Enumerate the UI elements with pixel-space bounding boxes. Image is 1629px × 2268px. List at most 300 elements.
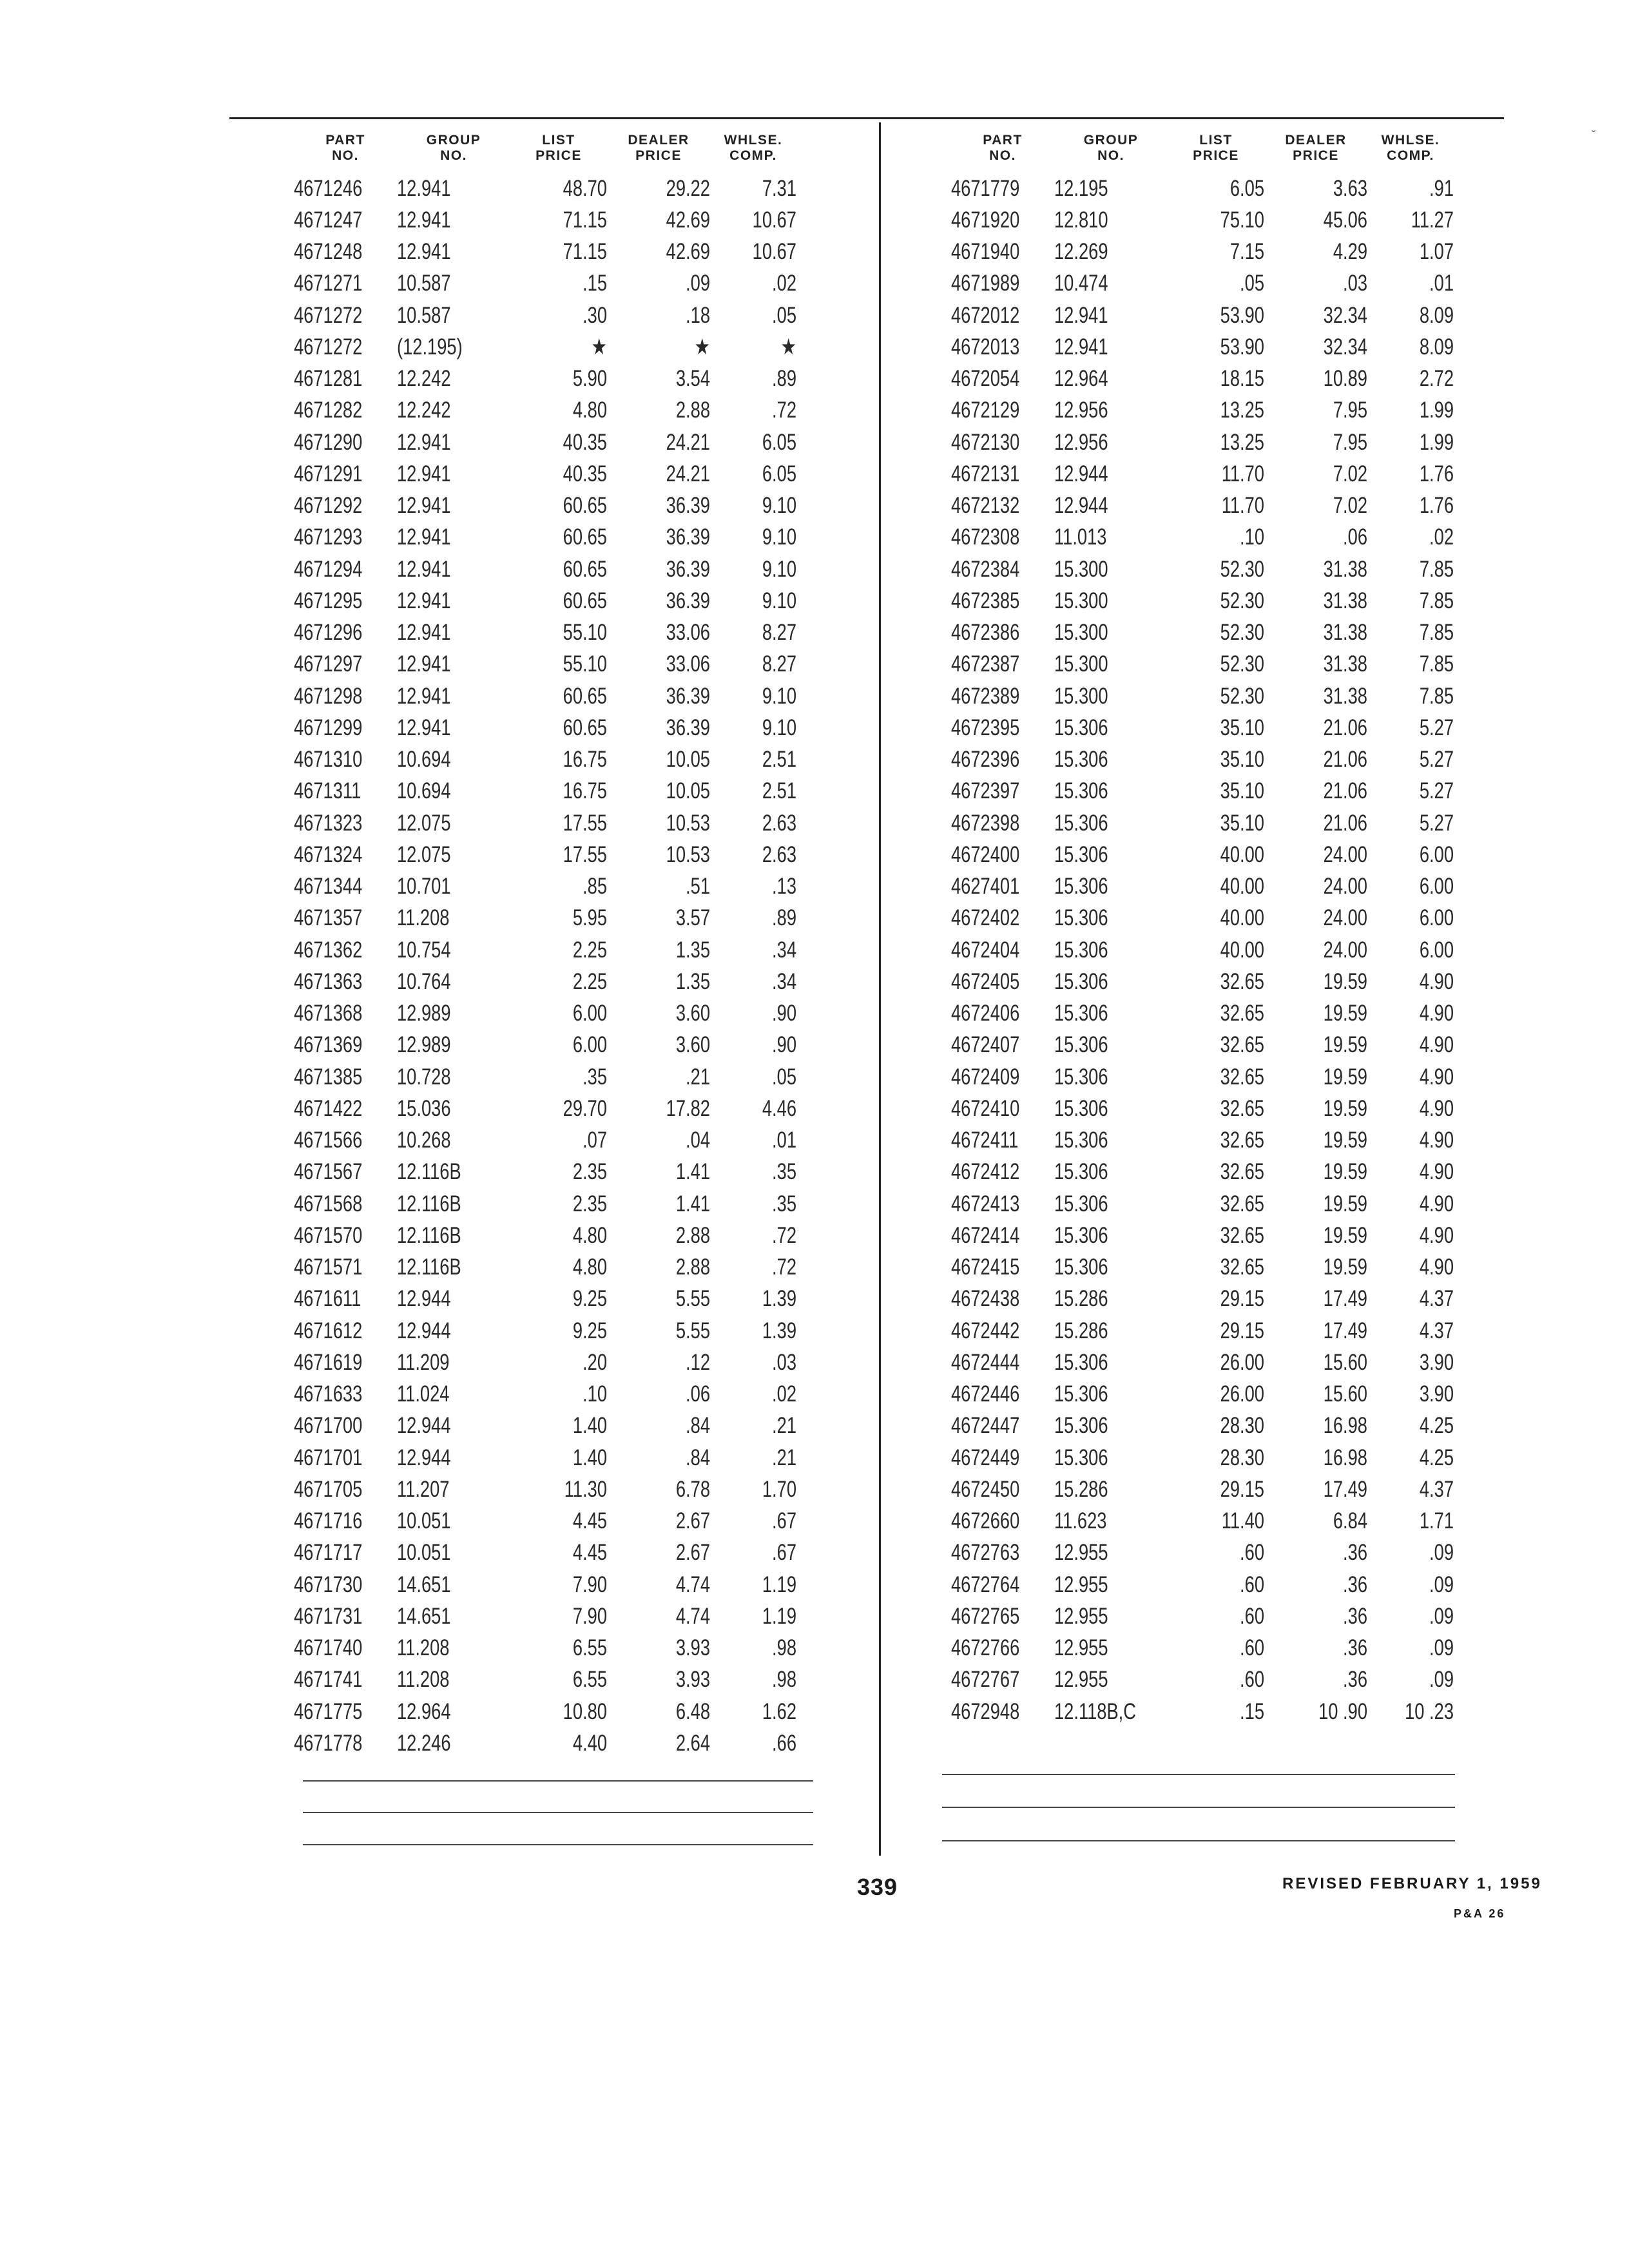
table-row — [294, 649, 796, 680]
whlse-comp-cell: 2.63 — [762, 841, 796, 867]
group-no-cell: 12.941 — [397, 620, 451, 646]
group-no-cell: 12.075 — [397, 810, 451, 836]
part-no-cell: 4671716 — [294, 1508, 363, 1534]
part-no-cell: 4672766 — [951, 1635, 1020, 1661]
group-no-cell: 12.941 — [397, 239, 451, 265]
part-no-cell: 4672444 — [951, 1349, 1020, 1375]
list-price-cell: 28.30 — [1220, 1445, 1264, 1470]
dealer-price-cell: 19.59 — [1323, 1032, 1367, 1058]
list-price-cell: 16.75 — [563, 778, 607, 804]
group-no-cell: 12.941 — [397, 207, 451, 233]
list-price-cell: 6.55 — [572, 1635, 607, 1661]
group-no-cell: 10.051 — [397, 1508, 451, 1534]
dealer-price-cell: 7.02 — [1333, 461, 1367, 486]
whlse-comp-cell: 9.10 — [762, 524, 796, 550]
whlse-comp-cell: 4.90 — [1419, 1095, 1454, 1121]
list-price-cell: .85 — [583, 874, 607, 899]
dealer-price-cell: .36 — [1343, 1667, 1367, 1693]
whlse-comp-cell: .01 — [772, 1128, 796, 1153]
part-no-cell: 4671247 — [294, 207, 363, 233]
header-dealer-price: DEALER PRICE — [1285, 133, 1347, 163]
dealer-price-cell: 7.02 — [1333, 493, 1367, 519]
list-price-cell: 11.30 — [564, 1476, 607, 1502]
group-no-cell: 15.306 — [1054, 1128, 1108, 1153]
list-price-cell: 2.35 — [572, 1191, 607, 1216]
dealer-price-cell: .36 — [1343, 1603, 1367, 1629]
table-row — [294, 1252, 796, 1283]
table-row — [951, 458, 1454, 490]
header-whlse-comp: WHLSE. COMP. — [724, 133, 783, 163]
part-no-cell: 4672446 — [951, 1381, 1020, 1407]
group-no-cell: 12.941 — [397, 715, 451, 740]
list-price-cell: 52.30 — [1220, 651, 1264, 677]
group-no-cell: 15.306 — [1054, 968, 1108, 994]
whlse-comp-cell: .34 — [772, 937, 796, 963]
table-row — [294, 395, 796, 427]
whlse-comp-cell: 10.67 — [752, 239, 796, 265]
part-no-cell: 4671291 — [294, 461, 363, 486]
dealer-price-cell: 15.60 — [1323, 1381, 1367, 1407]
table-row — [294, 966, 796, 997]
whlse-comp-cell: .02 — [772, 271, 796, 296]
whlse-comp-cell: .98 — [772, 1667, 796, 1693]
list-price-cell: 32.65 — [1220, 1095, 1264, 1121]
dealer-price-cell: 16.98 — [1323, 1445, 1367, 1470]
table-row — [294, 427, 796, 458]
table-row — [294, 1600, 796, 1632]
list-price-cell: 17.55 — [563, 810, 607, 836]
table-row — [294, 585, 796, 617]
whlse-comp-cell: 7.85 — [1419, 683, 1454, 709]
list-price-cell: 71.15 — [563, 239, 607, 265]
dealer-price-cell: 1.41 — [675, 1159, 710, 1185]
whlse-comp-cell: 4.90 — [1419, 1128, 1454, 1153]
whlse-comp-cell: 6.05 — [762, 429, 796, 455]
part-no-cell: 4671920 — [951, 207, 1020, 233]
group-no-cell: 11.207 — [397, 1476, 450, 1502]
list-price-cell: .60 — [1240, 1635, 1264, 1661]
dealer-price-cell: 3.60 — [675, 1001, 710, 1026]
whlse-comp-cell: 4.90 — [1419, 1159, 1454, 1185]
whlse-comp-cell: 4.90 — [1419, 1001, 1454, 1026]
dealer-price-cell: 6.78 — [675, 1476, 710, 1502]
whlse-comp-cell: .35 — [772, 1191, 796, 1216]
whlse-comp-cell: 4.90 — [1419, 1032, 1454, 1058]
dealer-price-cell: 3.93 — [675, 1667, 710, 1693]
dealer-price-cell: 19.59 — [1323, 1001, 1367, 1026]
dealer-price-cell: .12 — [686, 1349, 710, 1375]
list-price-cell: 40.00 — [1220, 841, 1264, 867]
table-row — [951, 1442, 1454, 1474]
whlse-comp-cell: 4.37 — [1419, 1286, 1454, 1312]
group-no-cell: 12.116B — [397, 1159, 461, 1185]
list-price-cell: 40.35 — [563, 429, 607, 455]
part-no-cell: 4671369 — [294, 1032, 363, 1058]
dealer-price-cell: 31.38 — [1323, 683, 1367, 709]
list-price-cell: 11.70 — [1221, 493, 1264, 519]
group-no-cell: 15.306 — [1054, 937, 1108, 963]
table-row — [294, 712, 796, 744]
part-no-cell: 4671297 — [294, 651, 363, 677]
part-no-cell: 4672386 — [951, 620, 1020, 646]
group-no-cell: 15.306 — [1054, 715, 1108, 740]
whlse-comp-cell: 6.00 — [1419, 874, 1454, 899]
group-no-cell: 12.269 — [1054, 239, 1108, 265]
whlse-comp-cell: 2.51 — [762, 778, 796, 804]
dealer-price-cell: 3.57 — [675, 905, 710, 931]
list-price-cell: 28.30 — [1220, 1413, 1264, 1439]
dealer-price-cell: .04 — [686, 1128, 710, 1153]
whlse-comp-cell: 6.05 — [762, 461, 796, 486]
group-no-cell: 12.989 — [397, 1032, 451, 1058]
table-row — [294, 1030, 796, 1061]
list-price-cell: 4.45 — [572, 1540, 607, 1566]
group-no-cell: 10.268 — [397, 1128, 451, 1153]
table-row — [294, 1633, 796, 1664]
dealer-price-cell: 31.38 — [1323, 588, 1367, 613]
dealer-price-cell: 1.35 — [675, 937, 710, 963]
dealer-price-cell: .84 — [686, 1413, 710, 1439]
list-price-cell: 60.65 — [563, 556, 607, 582]
group-no-cell: 12.944 — [1054, 493, 1108, 519]
list-price-cell: 29.70 — [563, 1095, 607, 1121]
list-price-cell: 1.40 — [572, 1445, 607, 1470]
group-no-cell: 12.075 — [397, 841, 451, 867]
part-no-cell: 4672398 — [951, 810, 1020, 836]
part-no-cell: 4671940 — [951, 239, 1020, 265]
whlse-comp-cell: 10.67 — [752, 207, 796, 233]
part-no-cell: 4671271 — [294, 271, 363, 296]
whlse-comp-cell: 7.85 — [1419, 651, 1454, 677]
table-row — [294, 617, 796, 649]
blank-entry-line — [942, 1774, 1455, 1775]
list-price-cell: 13.25 — [1220, 429, 1264, 455]
part-no-cell: 4671775 — [294, 1698, 363, 1724]
dealer-price-cell: 3.54 — [675, 366, 710, 392]
part-no-cell: 4672767 — [951, 1667, 1020, 1693]
group-no-cell: 10.694 — [397, 747, 451, 773]
whlse-comp-cell: .03 — [772, 1349, 796, 1375]
part-no-cell: 4671567 — [294, 1159, 363, 1185]
part-no-cell: 4672395 — [951, 715, 1020, 740]
table-row — [294, 1664, 796, 1696]
whlse-comp-cell: 1.19 — [762, 1603, 796, 1629]
table-row — [951, 585, 1454, 617]
table-row — [294, 173, 796, 204]
list-price-cell: 16.75 — [563, 747, 607, 773]
group-no-cell: 12.944 — [397, 1286, 451, 1312]
part-no-cell: 4672397 — [951, 778, 1020, 804]
whlse-comp-cell: 1.39 — [762, 1318, 796, 1343]
list-price-cell: 26.00 — [1220, 1349, 1264, 1375]
list-price-cell: 1.40 — [572, 1413, 607, 1439]
whlse-comp-cell: .09 — [1429, 1635, 1454, 1661]
part-no-cell: 4671282 — [294, 398, 363, 423]
list-price-cell: 29.15 — [1220, 1286, 1264, 1312]
group-no-cell: 12.810 — [1054, 207, 1108, 233]
dealer-price-cell: 45.06 — [1323, 207, 1367, 233]
group-no-cell: 15.306 — [1054, 1381, 1108, 1407]
list-price-cell: .07 — [583, 1128, 607, 1153]
dealer-price-cell: 29.22 — [666, 175, 710, 201]
table-row — [294, 1696, 796, 1727]
whlse-comp-cell: .91 — [1429, 175, 1454, 201]
whlse-comp-cell: 3.90 — [1419, 1349, 1454, 1375]
group-no-cell: 11.024 — [397, 1381, 450, 1407]
group-no-cell: 10.474 — [1054, 271, 1108, 296]
list-price-cell: 4.45 — [572, 1508, 607, 1534]
list-price-cell: 71.15 — [563, 207, 607, 233]
list-price-cell: 7.15 — [1229, 239, 1264, 265]
whlse-comp-cell: .09 — [1429, 1603, 1454, 1629]
part-no-cell: 4671730 — [294, 1571, 363, 1597]
table-row — [951, 1569, 1454, 1600]
part-no-cell: 4672948 — [951, 1698, 1020, 1724]
list-price-cell: 4.40 — [572, 1730, 607, 1756]
table-row — [294, 903, 796, 934]
group-no-cell: 15.286 — [1054, 1318, 1108, 1343]
part-no-cell: 4671292 — [294, 493, 363, 519]
dealer-price-cell: 4.74 — [675, 1571, 710, 1597]
list-price-cell: .10 — [583, 1381, 607, 1407]
list-price-cell: 55.10 — [563, 620, 607, 646]
table-row — [294, 1157, 796, 1188]
group-no-cell: 10.587 — [397, 271, 451, 296]
list-price-cell: 75.10 — [1220, 207, 1264, 233]
list-price-cell: .15 — [1240, 1698, 1264, 1724]
list-price-cell: .30 — [583, 302, 607, 328]
whlse-comp-cell: 8.09 — [1419, 334, 1454, 360]
header-row — [951, 133, 1454, 173]
group-no-cell: 11.209 — [397, 1349, 450, 1375]
dealer-price-cell: .21 — [686, 1064, 710, 1090]
part-no-cell: 4671385 — [294, 1064, 363, 1090]
blank-entry-line — [942, 1840, 1455, 1841]
whlse-comp-cell: 6.00 — [1419, 937, 1454, 963]
dealer-price-cell: 10.53 — [666, 810, 710, 836]
part-no-cell: 4672402 — [951, 905, 1020, 931]
part-no-cell: 4671298 — [294, 683, 363, 709]
part-no-cell: 4672450 — [951, 1476, 1020, 1502]
whlse-comp-cell: 1.07 — [1419, 239, 1454, 265]
header-group-no: GROUP NO. — [426, 133, 481, 163]
table-row — [951, 490, 1454, 522]
list-price-cell: 40.35 — [563, 461, 607, 486]
group-no-cell: 12.941 — [397, 524, 451, 550]
group-no-cell: 12.195 — [1054, 175, 1108, 201]
table-row — [951, 1379, 1454, 1410]
part-no-cell: 4672409 — [951, 1064, 1020, 1090]
group-no-cell: 12.944 — [397, 1318, 451, 1343]
table-row — [951, 934, 1454, 966]
group-no-cell: 12.956 — [1054, 398, 1108, 423]
column-divider — [879, 122, 881, 1856]
table-row — [294, 744, 796, 776]
list-price-cell: 29.15 — [1220, 1318, 1264, 1343]
whlse-comp-cell: 1.62 — [762, 1698, 796, 1724]
dealer-price-cell: 19.59 — [1323, 1064, 1367, 1090]
table-row — [294, 204, 796, 236]
header-dealer-price: DEALER PRICE — [628, 133, 689, 163]
group-no-cell: 12.242 — [397, 398, 451, 423]
group-no-cell: 15.306 — [1054, 841, 1108, 867]
dealer-price-cell: 31.38 — [1323, 651, 1367, 677]
dealer-price-cell: 17.49 — [1323, 1286, 1367, 1312]
part-no-cell: 4672013 — [951, 334, 1020, 360]
dealer-price-cell: 3.93 — [675, 1635, 710, 1661]
dealer-price-cell: 4.29 — [1333, 239, 1367, 265]
part-no-cell: 4627401 — [951, 874, 1020, 899]
whlse-comp-cell: ★ — [780, 334, 796, 360]
table-row — [951, 268, 1454, 300]
group-no-cell: 15.286 — [1054, 1476, 1108, 1502]
whlse-comp-cell: 4.90 — [1419, 1191, 1454, 1216]
whlse-comp-cell: 1.76 — [1419, 493, 1454, 519]
group-no-cell: 15.306 — [1054, 747, 1108, 773]
whlse-comp-cell: 4.37 — [1419, 1318, 1454, 1343]
part-no-cell: 4672411 — [951, 1128, 1019, 1153]
table-row — [951, 712, 1454, 744]
dealer-price-cell: 1.41 — [675, 1191, 710, 1216]
part-no-cell: 4672308 — [951, 524, 1020, 550]
whlse-comp-cell: 10 .23 — [1405, 1698, 1454, 1724]
list-price-cell: 32.65 — [1220, 1222, 1264, 1248]
group-no-cell: 15.306 — [1054, 1222, 1108, 1248]
table-row — [951, 744, 1454, 776]
group-no-cell: 12.964 — [397, 1698, 451, 1724]
dealer-price-cell: 24.00 — [1323, 937, 1367, 963]
group-no-cell: 10.764 — [397, 968, 451, 994]
whlse-comp-cell: 1.39 — [762, 1286, 796, 1312]
list-price-cell: 5.95 — [572, 905, 607, 931]
list-price-cell: 11.40 — [1221, 1508, 1264, 1534]
group-no-cell: 10.587 — [397, 302, 451, 328]
table-row — [951, 1600, 1454, 1632]
group-no-cell: 12.944 — [1054, 461, 1108, 486]
whlse-comp-cell: 6.00 — [1419, 841, 1454, 867]
table-row — [951, 1474, 1454, 1505]
table-row — [951, 1506, 1454, 1537]
whlse-comp-cell: .89 — [772, 905, 796, 931]
table-row — [294, 1315, 796, 1347]
dealer-price-cell: .06 — [686, 1381, 710, 1407]
table-row — [294, 1379, 796, 1410]
table-row — [951, 204, 1454, 236]
group-no-cell: 10.701 — [397, 874, 451, 899]
table-row — [294, 934, 796, 966]
whlse-comp-cell: 2.63 — [762, 810, 796, 836]
part-no-cell: 4671741 — [294, 1667, 363, 1693]
dealer-price-cell: .51 — [686, 874, 710, 899]
part-no-cell: 4671568 — [294, 1191, 363, 1216]
whlse-comp-cell: .21 — [772, 1445, 796, 1470]
table-row — [951, 522, 1454, 553]
part-no-cell: 4671344 — [294, 874, 363, 899]
whlse-comp-cell: .01 — [1429, 271, 1454, 296]
header-list-price: LIST PRICE — [535, 133, 582, 163]
part-no-cell: 4672763 — [951, 1540, 1020, 1566]
whlse-comp-cell: 4.37 — [1419, 1476, 1454, 1502]
dealer-price-cell: 36.39 — [666, 588, 710, 613]
part-no-cell: 4672132 — [951, 493, 1020, 519]
dealer-price-cell: 24.21 — [666, 429, 710, 455]
table-row — [294, 331, 796, 363]
table-row — [951, 1347, 1454, 1378]
dealer-price-cell: 10.05 — [666, 747, 710, 773]
whlse-comp-cell: .66 — [772, 1730, 796, 1756]
header-whlse-comp: WHLSE. COMP. — [1381, 133, 1440, 163]
group-no-cell: 15.306 — [1054, 1349, 1108, 1375]
part-no-cell: 4672413 — [951, 1191, 1020, 1216]
list-price-cell: 52.30 — [1220, 683, 1264, 709]
part-no-cell: 4671740 — [294, 1635, 363, 1661]
list-price-cell: 6.00 — [572, 1032, 607, 1058]
part-no-cell: 4671311 — [294, 778, 361, 804]
dealer-price-cell: 36.39 — [666, 524, 710, 550]
part-no-cell: 4671422 — [294, 1095, 363, 1121]
header-group-no: GROUP NO. — [1083, 133, 1139, 163]
table-row — [294, 839, 796, 870]
table-row — [294, 1061, 796, 1093]
dealer-price-cell: 4.74 — [675, 1603, 710, 1629]
whlse-comp-cell: 9.10 — [762, 493, 796, 519]
table-row — [951, 966, 1454, 997]
group-no-cell: 15.300 — [1054, 651, 1108, 677]
table-row — [951, 1252, 1454, 1283]
whlse-comp-cell: 1.99 — [1419, 429, 1454, 455]
dealer-price-cell: 5.55 — [675, 1286, 710, 1312]
table-row — [951, 1157, 1454, 1188]
header-part-no: PART NO. — [983, 133, 1023, 163]
table-row — [951, 998, 1454, 1030]
dealer-price-cell: 19.59 — [1323, 1159, 1367, 1185]
table-row — [294, 680, 796, 712]
table-row — [294, 553, 796, 585]
group-no-cell: 12.955 — [1054, 1667, 1108, 1693]
part-no-cell: 4671717 — [294, 1540, 363, 1566]
whlse-comp-cell: 4.90 — [1419, 968, 1454, 994]
table-row — [951, 903, 1454, 934]
list-price-cell: ★ — [591, 334, 607, 360]
dealer-price-cell: 19.59 — [1323, 1128, 1367, 1153]
table-row — [951, 1283, 1454, 1315]
group-no-cell: 15.300 — [1054, 588, 1108, 613]
part-no-cell: 4671700 — [294, 1413, 363, 1439]
table-row — [294, 1347, 796, 1378]
table-row — [294, 1125, 796, 1157]
part-no-cell: 4671705 — [294, 1476, 363, 1502]
table-row — [951, 1188, 1454, 1220]
table-row — [951, 1410, 1454, 1442]
part-no-cell: 4671989 — [951, 271, 1020, 296]
whlse-comp-cell: 5.27 — [1419, 715, 1454, 740]
dealer-price-cell: .36 — [1343, 1635, 1367, 1661]
list-price-cell: 4.80 — [572, 1222, 607, 1248]
dealer-price-cell: 10 .90 — [1318, 1698, 1367, 1724]
list-price-cell: 5.90 — [572, 366, 607, 392]
list-price-cell: 13.25 — [1220, 398, 1264, 423]
dealer-price-cell: 21.06 — [1323, 810, 1367, 836]
part-no-cell: 4672387 — [951, 651, 1020, 677]
table-row — [294, 1727, 796, 1759]
list-price-cell: 60.65 — [563, 524, 607, 550]
part-no-cell: 4672410 — [951, 1095, 1020, 1121]
group-no-cell: 12.941 — [1054, 334, 1108, 360]
whlse-comp-cell: .13 — [772, 874, 796, 899]
part-no-cell: 4672438 — [951, 1286, 1020, 1312]
table-row — [294, 1537, 796, 1569]
dealer-price-cell: 2.67 — [675, 1540, 710, 1566]
